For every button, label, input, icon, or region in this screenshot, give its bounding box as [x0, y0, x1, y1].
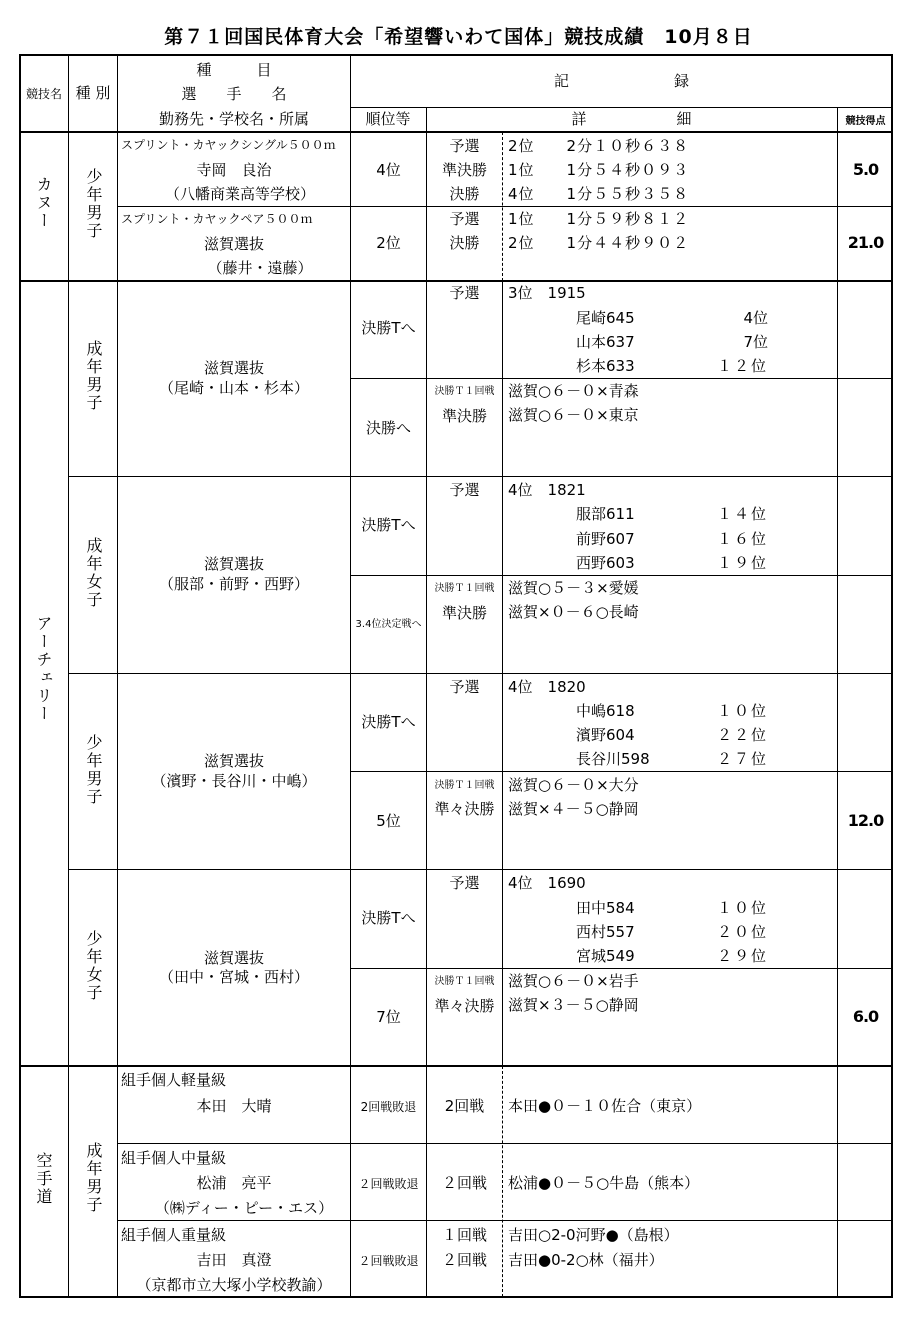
round-label: 予選 — [449, 481, 480, 499]
category-karate: 成年男子 — [84, 1142, 103, 1214]
header-detail: 詳 細 — [571, 110, 692, 128]
round-label: 準々決勝 — [434, 997, 495, 1015]
grid-line — [117, 1143, 893, 1144]
round-label: 予選 — [449, 210, 480, 228]
rank: 決勝Tへ — [361, 319, 416, 337]
event-name: スプリント・カヤックシングル５００ｍ — [121, 138, 336, 152]
qualifying-result: 3位 1915 — [508, 284, 586, 302]
athlete-name: 吉田 真澄 — [196, 1251, 272, 1269]
category-archery: 少年女子 — [84, 930, 103, 1002]
archer-rank: ２２位 — [716, 726, 768, 744]
header-event-line2: 選 手 名 — [181, 85, 287, 103]
header-category: 種 別 — [75, 84, 111, 102]
athlete-affiliation: （藤井・遠藤） — [207, 259, 313, 277]
round-result: 2位 2分１０秒６３８ — [508, 137, 690, 155]
rank: 決勝へ — [365, 419, 411, 437]
round-label: 決勝 — [449, 185, 480, 203]
athlete-name: 松浦 亮平 — [196, 1174, 272, 1192]
rank: 2回戦敗退 — [360, 1100, 417, 1114]
round-label: ２回戦 — [441, 1174, 487, 1192]
sport-canoe: カヌー — [34, 176, 53, 230]
round-result: 2位 1分４４秒９０２ — [508, 234, 690, 252]
match-result: 滋賀○６－０×青森 — [508, 382, 639, 400]
match-result: 滋賀○６－０×大分 — [508, 776, 639, 794]
match-result: 滋賀×０－６○長崎 — [508, 603, 639, 621]
archer-score: 中嶋618 — [576, 702, 635, 720]
round-label: 予選 — [449, 284, 480, 302]
header-record: 記 録 — [553, 72, 689, 90]
rank: 4位 — [376, 161, 401, 179]
archer-score: 田中584 — [576, 899, 635, 917]
round-label: 決勝Ｔ１回戦 — [434, 976, 495, 987]
match-result: 滋賀○６－０×東京 — [508, 406, 639, 424]
match-result: 滋賀×４－５○静岡 — [508, 800, 639, 818]
qualifying-result: 4位 1820 — [508, 678, 586, 696]
match-result: 本田●０－１０佐合（東京） — [508, 1097, 702, 1115]
event-name: 組手個人重量級 — [121, 1226, 227, 1244]
rank: 3.4位決定戦へ — [355, 619, 422, 630]
archer-score: 尾崎645 — [576, 309, 635, 327]
competition-points: 12.0 — [847, 811, 884, 830]
match-result: 吉田●0-2○林（福井） — [508, 1251, 664, 1269]
archer-rank: 4位 — [743, 309, 768, 327]
grid-line — [350, 771, 893, 772]
archer-rank: ２９位 — [716, 947, 768, 965]
round-label: 決勝Ｔ１回戦 — [434, 780, 495, 791]
category-archery: 成年男子 — [84, 340, 103, 412]
competition-points: 21.0 — [847, 233, 884, 252]
header-points: 競技得点 — [845, 116, 886, 127]
team-members: （服部・前野・西野） — [158, 575, 309, 593]
competition-points: 6.0 — [852, 1007, 879, 1026]
archer-rank: １４位 — [716, 505, 768, 523]
archer-rank: １０位 — [716, 899, 768, 917]
team-name: 滋賀選抜 — [203, 359, 264, 377]
round-result: 1位 1分５４秒０９３ — [508, 161, 690, 179]
round-label: 予選 — [449, 678, 480, 696]
grid-line — [68, 132, 69, 281]
round-label: 準々決勝 — [434, 800, 495, 818]
athlete-name: 滋賀選抜 — [203, 235, 264, 253]
grid-line — [117, 1220, 893, 1221]
event-name: スプリント・カヤックペア５００ｍ — [121, 212, 313, 226]
header-rank: 順位等 — [365, 110, 411, 128]
sport-archery: アーチェリー — [34, 615, 53, 723]
round-result: 4位 1分５５秒３５８ — [508, 185, 690, 203]
match-result: 滋賀○６－０×岩手 — [508, 972, 639, 990]
archer-rank: １２位 — [716, 357, 768, 375]
archer-score: 杉本633 — [576, 357, 635, 375]
round-label: 予選 — [449, 137, 480, 155]
grid-line — [117, 206, 893, 207]
section-line — [19, 280, 893, 282]
team-members: （尾崎・山本・杉本） — [158, 379, 309, 397]
team-name: 滋賀選抜 — [203, 555, 264, 573]
archer-rank: 7位 — [743, 333, 768, 351]
rank: 決勝Tへ — [361, 713, 416, 731]
rank: 7位 — [376, 1008, 401, 1026]
grid-line — [68, 476, 893, 477]
header-bottom-line — [19, 131, 893, 133]
category-archery: 少年男子 — [84, 734, 103, 806]
round-label: 2回戦 — [444, 1097, 485, 1115]
athlete-name: 本田 大晴 — [196, 1097, 272, 1115]
archer-rank: ２０位 — [716, 923, 768, 941]
grid-line — [350, 378, 893, 379]
rank: ２回戦敗退 — [358, 1177, 419, 1191]
grid-line — [502, 1066, 503, 1297]
athlete-affiliation: （㈱ディー・ピー・エス） — [154, 1199, 334, 1217]
rank: 決勝Tへ — [361, 909, 416, 927]
round-label: ２回戦 — [441, 1251, 487, 1269]
archer-rank: １６位 — [716, 530, 768, 548]
round-label: 決勝Ｔ１回戦 — [434, 386, 495, 397]
round-label: 決勝Ｔ１回戦 — [434, 583, 495, 594]
round-label: 準決勝 — [441, 161, 487, 179]
archer-score: 西野603 — [576, 554, 635, 572]
team-members: （田中・宮城・西村） — [158, 968, 309, 986]
round-label: 決勝 — [449, 234, 480, 252]
match-result: 滋賀×３－５○静岡 — [508, 996, 639, 1014]
archer-rank: １９位 — [716, 554, 768, 572]
archer-rank: １０位 — [716, 702, 768, 720]
sport-karate: 空手道 — [34, 1152, 53, 1206]
grid-line — [350, 575, 893, 576]
round-result: 1位 1分５９秒８１２ — [508, 210, 690, 228]
round-label: １回戦 — [441, 1226, 487, 1244]
archer-score: 服部611 — [576, 505, 635, 523]
archer-score: 西村557 — [576, 923, 635, 941]
event-name: 組手個人中量級 — [121, 1149, 227, 1167]
match-result: 吉田○2-0河野●（島根） — [508, 1226, 679, 1244]
round-label: 予選 — [449, 874, 480, 892]
rank: 2位 — [376, 234, 401, 252]
archer-score: 濱野604 — [576, 726, 635, 744]
team-members: （濱野・長谷川・中嶋） — [151, 772, 317, 790]
archer-score: 前野607 — [576, 530, 635, 548]
grid-line — [68, 673, 893, 674]
header-sport: 競技名 — [25, 87, 62, 101]
rank: 5位 — [376, 812, 401, 830]
athlete-affiliation: （京都市立大塚小学校教諭） — [136, 1276, 332, 1294]
match-result: 滋賀○５－３×愛媛 — [508, 579, 639, 597]
archer-rank: ２７位 — [716, 750, 768, 768]
grid-line — [68, 1066, 69, 1297]
grid-line — [837, 1066, 838, 1297]
section-line — [19, 1065, 893, 1067]
athlete-affiliation: （八幡商業高等学校） — [164, 185, 315, 203]
round-label: 準決勝 — [441, 407, 487, 425]
qualifying-result: 4位 1690 — [508, 874, 586, 892]
archer-score: 山本637 — [576, 333, 635, 351]
header-event-line1: 種 目 — [196, 61, 272, 79]
match-result: 松浦●０－５○牛島（熊本） — [508, 1174, 700, 1192]
athlete-name: 寺岡 良治 — [196, 161, 272, 179]
grid-line — [350, 107, 893, 108]
rank: ２回戦敗退 — [358, 1254, 419, 1268]
page-title: 第７１回国民体育大会「希望響いわて国体」競技成績 10月８日 — [164, 26, 753, 48]
qualifying-result: 4位 1821 — [508, 481, 586, 499]
team-name: 滋賀選抜 — [203, 949, 264, 967]
round-label: 準決勝 — [441, 604, 487, 622]
header-event-line3: 勤務先・学校名・所属 — [158, 110, 309, 128]
rank: 決勝Tへ — [361, 516, 416, 534]
event-name: 組手個人軽量級 — [121, 1071, 227, 1089]
category-archery: 成年女子 — [84, 537, 103, 609]
archer-score: 長谷川598 — [576, 750, 650, 768]
competition-points: 5.0 — [852, 160, 879, 179]
category-canoe: 少年男子 — [84, 168, 103, 240]
grid-line — [68, 869, 893, 870]
team-name: 滋賀選抜 — [203, 752, 264, 770]
grid-line — [350, 968, 893, 969]
archer-score: 宮城549 — [576, 947, 635, 965]
